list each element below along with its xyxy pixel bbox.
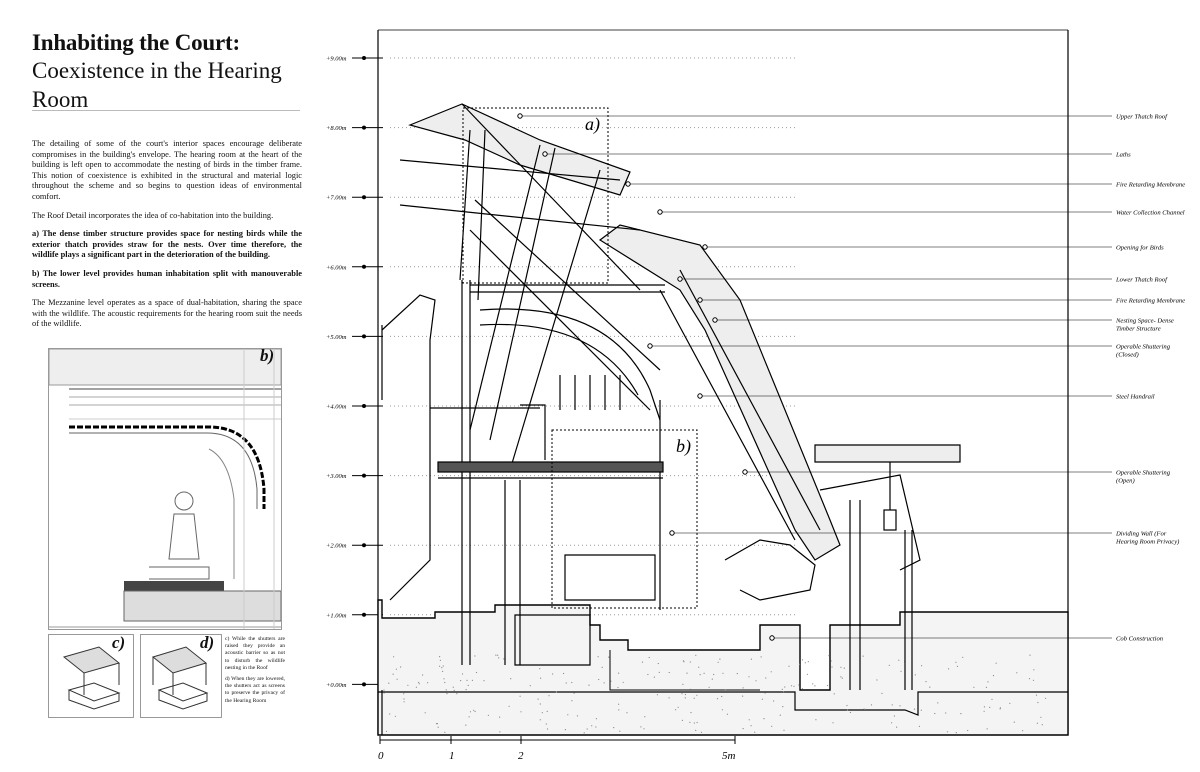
callout-box-b	[552, 430, 697, 608]
annotation-point	[770, 636, 774, 640]
timber-structure	[382, 104, 960, 690]
annotation-label: Nesting Space- Dense Timber Structure	[1116, 317, 1174, 333]
annotation-label: Upper Thatch Roof	[1116, 113, 1167, 121]
annotation-label: Dividing Wall (For Hearing Room Privacy)	[1116, 530, 1180, 546]
scale-label-0: 0	[378, 750, 384, 762]
level-dot	[362, 126, 366, 130]
annotation-point	[648, 344, 652, 348]
level-dot	[362, 265, 366, 269]
annotation-point	[626, 182, 630, 186]
level-label: +4.00m	[326, 403, 347, 411]
level-dot	[362, 56, 366, 60]
callout-b-label: b)	[676, 436, 691, 456]
annotation-label: Water Collection Channel	[1116, 209, 1185, 217]
annotation-point	[543, 152, 547, 156]
scale-label-5m: 5m	[722, 750, 736, 762]
page-subtitle: Coexistence in the Hearing Room	[32, 58, 282, 112]
annotation-point	[698, 394, 702, 398]
annotation-point	[713, 318, 717, 322]
level-dot	[362, 404, 366, 408]
level-label: +9.00m	[326, 55, 347, 63]
annotation-label: Fire Retarding Membrane	[1116, 297, 1186, 305]
scale-label-2: 2	[518, 750, 524, 762]
annotation-point	[698, 298, 702, 302]
annotation-point	[743, 470, 747, 474]
level-label: +5.00m	[326, 333, 347, 341]
level-dot	[362, 334, 366, 338]
note-d: d) When they are lowered, the shutters act as screens to preserve the privacy of the Hearing Room	[225, 676, 285, 704]
level-label: +0.00m	[326, 681, 347, 689]
level-label: +1.00m	[326, 612, 347, 620]
annotation-label: Operable Shuttering (Open)	[1116, 469, 1171, 485]
level-label: +3.00m	[326, 473, 347, 481]
annotation-label: Opening for Birds	[1116, 244, 1164, 252]
annotation-point	[518, 114, 522, 118]
annotation-label: Lower Thatch Roof	[1116, 276, 1167, 284]
paragraph-roof-detail: The Roof Detail incorporates the idea of co-habitation into the building.	[32, 210, 274, 220]
annotation-point	[703, 245, 707, 249]
level-dot	[362, 543, 366, 547]
level-label: +8.00m	[326, 125, 347, 133]
scale-label-1: 1	[449, 750, 455, 762]
level-dot	[362, 474, 366, 478]
paragraph-detail-b: b) The lower level provides human inhabitation split with manouverable screens.	[32, 268, 302, 289]
annotation-label: Laths	[1116, 151, 1131, 159]
level-label: +6.00m	[326, 264, 347, 272]
annotation-label: Cob Construction	[1116, 635, 1164, 643]
detail-b-label: b)	[260, 346, 275, 365]
annotation-point	[670, 531, 674, 535]
note-c: c) While the shutters are raised they provide an acoustic barrier so as not to disturb the wildlife nesting in the Roof	[225, 636, 285, 671]
callout-a-label: a)	[585, 114, 600, 134]
paragraph-mezzanine: The Mezzanine level operates as a space of dual-habitation, sharing the space with the wildlife. The acoustic requirements for the hearing room suit the needs of the wildlife.	[32, 298, 302, 329]
annotation-point	[658, 210, 662, 214]
annotation-label: Operable Shuttering (Closed)	[1116, 343, 1171, 359]
level-label: +2.00m	[326, 542, 347, 550]
ground-cob	[378, 600, 1068, 735]
scale-bar	[378, 736, 736, 762]
paragraph-intro: The detailing of some of the court's interior spaces encourage deliberate compromises in the building's envelope. The hearing room at the heart of the building is left open to accommodate the nesting of birds in the timber frame. This notion of coexistence is exhibited in the structural and material logic throughout the scheme and so begins to question ideas of environmental comfort.	[32, 139, 302, 201]
page-title: Inhabiting the Court:	[32, 30, 240, 55]
detail-c-label: c)	[112, 633, 126, 652]
level-dot	[362, 613, 366, 617]
level-label: +7.00m	[326, 194, 347, 202]
annotation-point	[678, 277, 682, 281]
annotation-label: Fire Retarding Membrane	[1116, 181, 1186, 189]
detail-d-label: d)	[200, 633, 215, 652]
level-dot	[362, 195, 366, 199]
paragraph-detail-a: a) The dense timber structure provides space for nesting birds while the exterior thatch provides straw for the nests. Over time therefore, the wildlife plays a significant part in the deterioration of the building.	[32, 229, 302, 260]
level-dot	[362, 682, 366, 686]
annotation-label: Steel Handrail	[1116, 393, 1155, 401]
